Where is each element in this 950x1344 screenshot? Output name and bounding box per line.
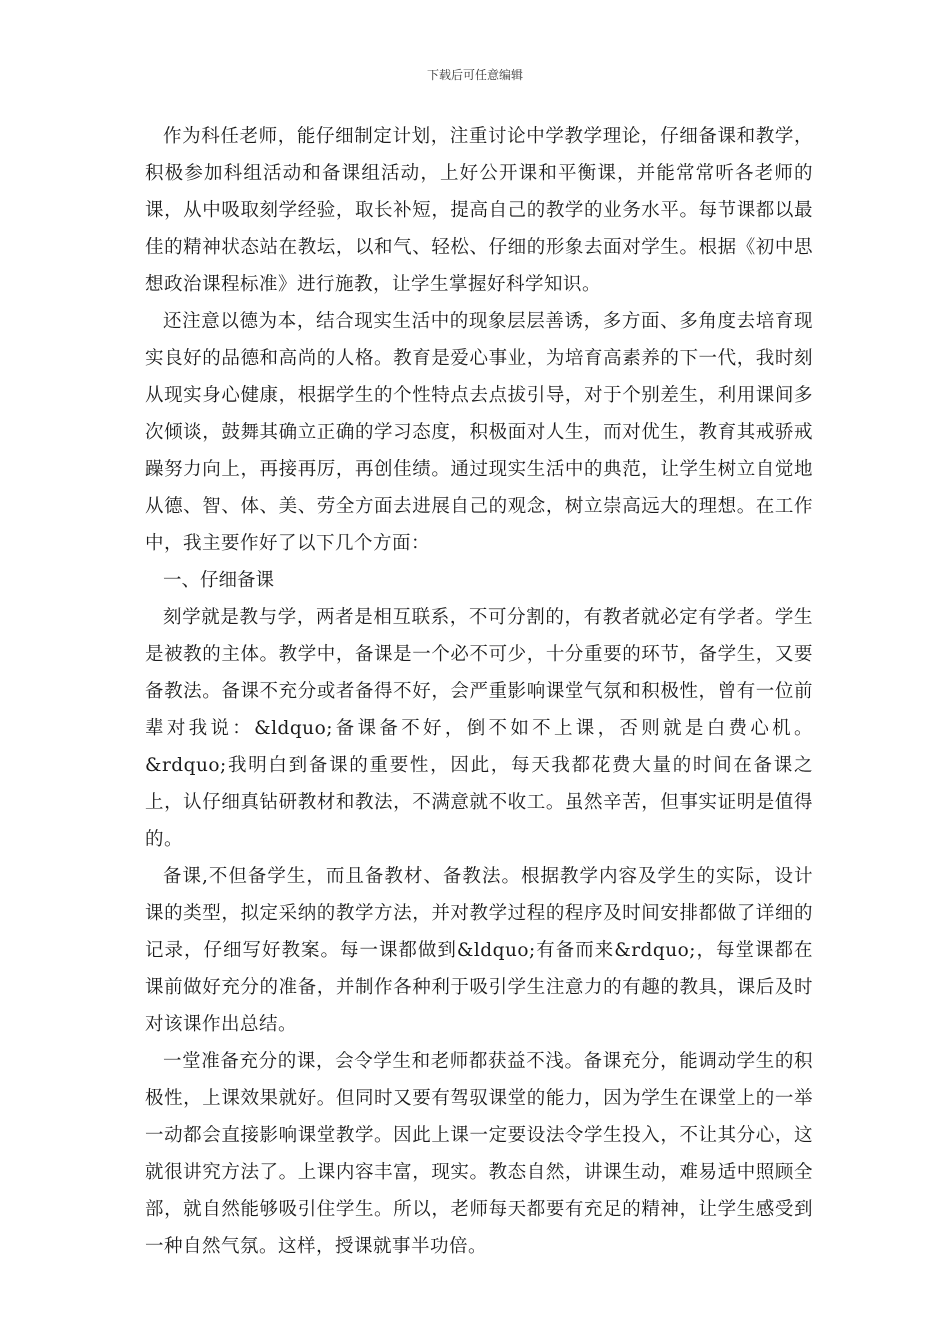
paragraph-4: 备课,不但备学生，而且备教材、备教法。根据教学内容及学生的实际，设计课的类型，拟定采纳的教学方法，并对教学过程的程序及时间安排都做了详细的记录，仔细写好教案。每一课都做到&ldquo;有备而来&rdquo;，每堂课都在课前做好充分的准备，并制作各种利于吸引学生注意力的有趣的教具，课后及时对该课作出总结。 [145,866,813,1035]
paragraph-2: 还注意以德为本，结合现实生活中的现象层层善诱，多方面、多角度去培育现实良好的品德和高尚的人格。教育是爱心事业，为培育高素养的下一代，我时刻从现实身心健康，根据学生的个性特点去点拔引导，对于个别差生，利用课间多次倾谈，鼓舞其确立正确的学习态度，积极面对人生，而对优生，教育其戒骄戒躁努力向上，再接再厉，再创佳绩。通过现实生活中的典范，让学生树立自觉地从德、智、体、美、劳全方面去进展自己的观念，树立崇高远大的理想。在工作中，我主要作好了以下几个方面： [145,311,813,554]
paragraph-5: 一堂准备充分的课，会令学生和老师都获益不浅。备课充分，能调动学生的积极性，上课效果就好。但同时又要有驾驭课堂的能力，因为学生在课堂上的一举一动都会直接影响课堂教学。因此上课一定要设法令学生投入，不让其分心，这就很讲究方法了。上课内容丰富，现实。教态自然，讲课生动，难易适中照顾全部，就自然能够吸引住学生。所以，老师每天都要有充足的精神，让学生感受到一种自然气氛。这样，授课就事半功倍。 [145,1051,813,1257]
paragraph-3: 刻学就是教与学，两者是相互联系，不可分割的，有教者就必定有学者。学生是被教的主体。教学中，备课是一个必不可少，十分重要的环节，备学生，又要备教法。备课不充分或者备得不好，会严重影响课堂气氛和积极性，曾有一位前辈对我说：&ldquo;备课备不好，倒不如不上课，否则就是白费心机。&rdquo;我明白到备课的重要性，因此，每天我都花费大量的时间在备课之上，认仔细真钻研教材和教法，不满意就不收工。虽然辛苦，但事实证明是值得的。 [145,607,813,850]
paragraph-1: 作为科任老师，能仔细制定计划，注重讨论中学教学理论，仔细备课和教学，积极参加科组活动和备课组活动，上好公开课和平衡课，并能常常听各老师的课，从中吸取刻学经验，取长补短，提高自己的教学的业务水平。每节课都以最佳的精神状态站在教坛，以和气、轻松、仔细的形象去面对学生。根据《初中思想政治课程标准》进行施教，让学生掌握好科学知识。 [145,126,813,295]
page-header-note: 下载后可任意编辑 [426,68,523,82]
document-body [145,118,813,1265]
section-heading: 一、仔细备课 [163,570,275,591]
